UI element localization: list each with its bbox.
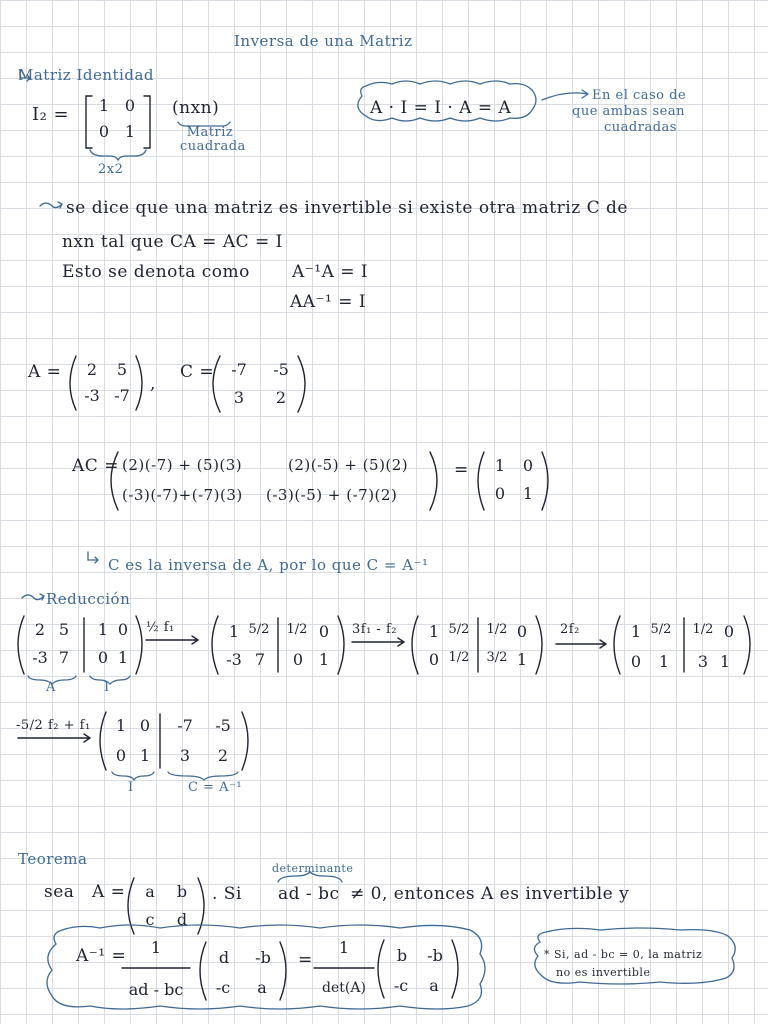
- bracket-left: [86, 96, 92, 148]
- op2-label: 3f₁ - f₂: [352, 622, 397, 637]
- m3-cell: 0: [516, 622, 528, 641]
- m3-cell: 1: [428, 622, 440, 641]
- bullet-arrow-icon: [88, 552, 98, 563]
- rule-cloud: [358, 81, 536, 121]
- theorem-condition: ad - bc: [278, 884, 340, 904]
- m2-cell: 5/2: [248, 622, 270, 637]
- note-cloud: [534, 928, 735, 984]
- example-c-cell: 2: [275, 388, 287, 407]
- formula-cloud: [47, 925, 485, 1009]
- example-c-cell: -7: [231, 360, 247, 379]
- paren-right: [430, 452, 437, 510]
- theorem-heading: Teorema: [18, 850, 88, 868]
- identity-note: cuadradas: [604, 120, 677, 135]
- m1-label-i: I: [104, 680, 110, 695]
- paren-right: [136, 356, 142, 410]
- paren-right: [136, 616, 142, 674]
- m2-cell: 0: [318, 622, 330, 641]
- paren-right: [452, 940, 458, 998]
- inverse-equation: AA⁻¹ = I: [290, 292, 367, 312]
- fraction-numerator: 1: [338, 938, 350, 957]
- arrow-icon: [18, 734, 90, 742]
- example-a-cell: 2: [86, 360, 98, 379]
- m5-cell: -5: [215, 716, 231, 735]
- theorem-sea: sea: [44, 882, 75, 902]
- example-conclusion: C es la inversa de A, por lo que C = A⁻¹: [108, 556, 429, 574]
- m4-cell: 1/2: [692, 622, 714, 637]
- arrow-icon: [542, 90, 588, 100]
- m2-cell: 0: [292, 650, 304, 669]
- bullet-arrow-icon: [40, 202, 62, 208]
- paren-right: [744, 616, 750, 674]
- identity-size-label: 2x2: [98, 162, 124, 177]
- op4-label: -5/2 f₂ + f₁: [16, 718, 91, 733]
- m3-cell: 1/2: [486, 622, 508, 637]
- adj-cell: d: [218, 948, 230, 967]
- example-a-label: A =: [28, 362, 62, 382]
- m1-cell: 2: [34, 620, 46, 639]
- example-comma: ,: [150, 374, 156, 394]
- m3-cell: 1: [516, 650, 528, 669]
- m2-cell: -3: [226, 650, 242, 669]
- theorem-a-cell: a: [145, 882, 155, 901]
- ac-equals: =: [454, 460, 469, 480]
- m4-cell: 0: [723, 622, 735, 641]
- m1-cell: -3: [32, 648, 48, 667]
- ac-entry: (2)(-5) + (5)(2): [288, 456, 409, 474]
- underbrace: [178, 122, 230, 126]
- underbrace: [112, 772, 154, 780]
- op3-label: 2f₂: [560, 622, 580, 637]
- theorem-a-cell: b: [176, 882, 188, 901]
- m4-cell: 5/2: [650, 622, 672, 637]
- theorem-condition-rest: ≠ 0, entonces A es invertible y: [350, 884, 630, 904]
- m3-cell: 1/2: [448, 650, 470, 665]
- paren-right: [298, 356, 305, 412]
- paren-left: [478, 452, 484, 510]
- underbrace: [168, 772, 238, 780]
- m1-cell: 5: [58, 620, 70, 639]
- paren-left: [100, 712, 106, 770]
- m5-cell: 3: [179, 746, 191, 765]
- example-c-cell: 3: [233, 388, 245, 407]
- paren-right: [242, 712, 248, 770]
- adj2-cell: -c: [393, 976, 409, 995]
- paren-left: [212, 616, 218, 674]
- m5-cell: 1: [115, 716, 127, 735]
- identity-cell: 0: [98, 122, 110, 141]
- bullet-arrow-icon: [22, 594, 44, 600]
- m5-cell: 2: [217, 746, 229, 765]
- arrow-icon: [556, 640, 606, 648]
- ac-entry: (2)(-7) + (5)(3): [122, 456, 243, 474]
- theorem-si: . Si: [212, 884, 242, 904]
- m4-cell: 0: [630, 652, 642, 671]
- paren-right: [536, 616, 542, 674]
- identity-cell: 0: [124, 96, 136, 115]
- ac-result-cell: 0: [494, 484, 506, 503]
- fraction-numerator: 1: [150, 938, 162, 957]
- m1-cell: 0: [117, 620, 129, 639]
- m3-cell: 0: [428, 650, 440, 669]
- adj-cell: -b: [255, 948, 271, 967]
- theorem-note: no es invertible: [556, 966, 651, 979]
- adj2-cell: -b: [427, 946, 443, 965]
- m5-cell: 0: [115, 746, 127, 765]
- square-matrix-label: Matriz cuadrada: [180, 125, 246, 154]
- reduction-heading: Reducción: [46, 590, 131, 608]
- ac-entry: (-3)(-7)+(-7)(3): [122, 486, 243, 504]
- m4-cell: 1: [719, 652, 731, 671]
- identity-rule: A · I = I · A = A: [370, 98, 512, 118]
- paren-left: [111, 452, 118, 510]
- m2-cell: 1: [228, 622, 240, 641]
- paren-left: [412, 616, 418, 674]
- adj2-cell: a: [429, 976, 439, 995]
- ac-result-cell: 1: [522, 484, 534, 503]
- paren-left: [18, 616, 24, 674]
- m1-cell: 0: [97, 648, 109, 667]
- identity-note: que ambas sean: [572, 104, 685, 119]
- identity-note: En el caso de: [592, 88, 687, 103]
- definition-line: se dice que una matriz es invertible si existe otra matriz C de: [66, 198, 628, 218]
- fraction-denominator: det(A): [322, 980, 366, 996]
- ac-entry: (-3)(-5) + (-7)(2): [266, 486, 398, 504]
- definition-line: nxn tal que CA = AC = I: [62, 232, 283, 252]
- identity-heading: Matriz Identidad: [18, 66, 155, 84]
- underbrace: [90, 150, 146, 160]
- paren-right: [542, 452, 548, 510]
- underbrace: [90, 676, 130, 684]
- m2-cell: 1/2: [286, 622, 308, 637]
- example-c-label: C =: [180, 362, 215, 382]
- m1-label-a: A: [46, 680, 56, 695]
- page-title: Inversa de una Matriz: [234, 32, 413, 50]
- m1-cell: 7: [58, 648, 70, 667]
- m4-cell: 1: [630, 622, 642, 641]
- paren-right: [280, 942, 286, 1000]
- identity-order: (nxn): [172, 98, 220, 118]
- overbrace: [278, 872, 342, 882]
- formula-equals: =: [298, 950, 313, 970]
- m4-cell: 1: [658, 652, 670, 671]
- m2-cell: 7: [254, 650, 266, 669]
- underbrace: [28, 676, 76, 684]
- example-a-cell: -3: [84, 386, 100, 405]
- m5-cell: -7: [177, 716, 193, 735]
- definition-line: Esto se denota como: [62, 262, 250, 282]
- ac-result-cell: 1: [494, 456, 506, 475]
- arrow-icon: [352, 638, 404, 646]
- identity-cell: 1: [98, 96, 110, 115]
- example-a-cell: 5: [116, 360, 128, 379]
- m1-cell: 1: [97, 620, 109, 639]
- inverse-formula-label: A⁻¹ =: [76, 946, 127, 966]
- paren-left: [378, 940, 384, 998]
- adj-cell: -c: [215, 978, 231, 997]
- paren-left: [200, 942, 206, 1000]
- identity-symbol: I₂ =: [32, 104, 70, 125]
- theorem-a-label: A =: [92, 882, 126, 902]
- bracket-right: [144, 96, 150, 148]
- m1-cell: 1: [117, 648, 129, 667]
- m5-cell: 1: [139, 746, 151, 765]
- m5-label-i: I: [128, 780, 134, 795]
- bullet-arrow-icon: [20, 70, 30, 81]
- m5-label-c: C = A⁻¹: [188, 780, 243, 795]
- m3-cell: 3/2: [486, 650, 508, 665]
- adj2-cell: b: [396, 946, 408, 965]
- identity-cell: 1: [124, 122, 136, 141]
- theorem-note: * Si, ad - bc = 0, la matriz: [544, 948, 703, 961]
- m4-cell: 3: [697, 652, 709, 671]
- paren-left: [614, 616, 620, 674]
- paren-right: [338, 616, 344, 674]
- ac-result-cell: 0: [522, 456, 534, 475]
- paren-left: [70, 356, 76, 410]
- m5-cell: 0: [139, 716, 151, 735]
- example-c-cell: -5: [273, 360, 289, 379]
- arrow-icon: [146, 636, 198, 644]
- adj-cell: a: [257, 978, 267, 997]
- paren-left: [213, 356, 220, 412]
- m3-cell: 5/2: [448, 622, 470, 637]
- example-a-cell: -7: [114, 386, 130, 405]
- theorem-a-cell: d: [176, 910, 188, 929]
- inverse-equation: A⁻¹A = I: [292, 262, 369, 282]
- determinant-label: determinante: [272, 862, 354, 875]
- ac-label: AC =: [72, 456, 119, 476]
- op1-label: ½ f₁: [146, 620, 175, 635]
- fraction-denominator: ad - bc: [128, 980, 184, 999]
- m2-cell: 1: [318, 650, 330, 669]
- theorem-a-cell: c: [145, 910, 155, 929]
